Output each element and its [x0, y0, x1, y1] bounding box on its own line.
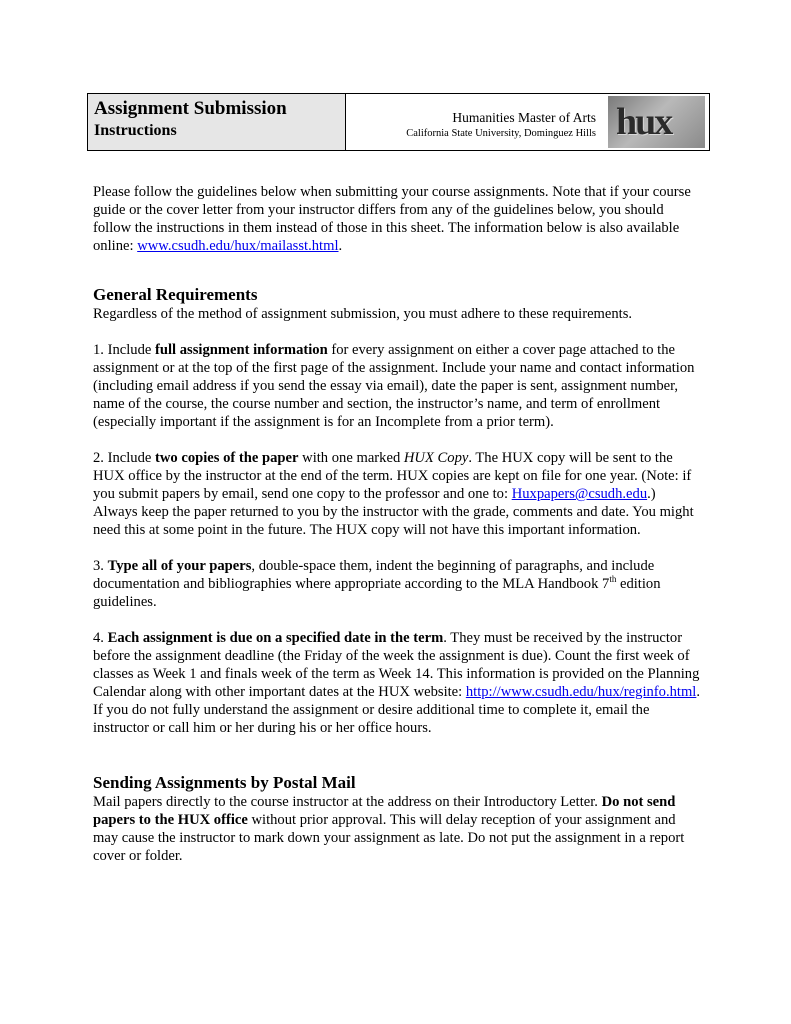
- reginfo-link[interactable]: http://www.csudh.edu/hux/reginfo.html: [465, 684, 697, 700]
- req3-pre: 3.: [93, 558, 108, 574]
- header-program-cell: [346, 94, 608, 150]
- requirement-1: [93, 341, 703, 431]
- req1-pre: 1. Include: [93, 342, 156, 358]
- req2-mid: with one marked: [298, 450, 404, 466]
- postal-bold: Do not send papers to the HUX office: [93, 794, 676, 828]
- postal-mail-heading: Sending Assignments by Postal Mail: [93, 773, 356, 792]
- req2-end: .) Always keep the paper returned to you by the instructor with the grade, comments and date. You might need this at some point in the future. The HUX copy will not have this important information.: [93, 486, 694, 538]
- intro-end: .: [338, 238, 343, 254]
- req1-post: for every assignment on either a cover page attached to the assignment or at the top of the first page of the assignment. Include your name and contact information (including email address if you send the essay via email), date the paper is sent, assignment number, name of the course, the course number and section, the instructor’s name, and term of enrollment (especially important if the assignment is for an Incomplete from a prior term).: [93, 342, 695, 430]
- page-title: Assignment Submission: [94, 98, 287, 119]
- hux-logo-icon: [608, 96, 705, 148]
- huxpapers-email-link[interactable]: Huxpapers@csudh.edu: [511, 486, 648, 502]
- requirement-2: [93, 449, 703, 539]
- req2-italic: HUX Copy: [403, 450, 469, 466]
- logo-text: hux: [616, 101, 672, 143]
- requirement-4: [93, 629, 703, 737]
- intro-text: Please follow the guidelines below when submitting your course assignments. Note that if your course guide or the cover letter from your instructor differs from any of the guidelines below, you should follow the instructions in them instead of those in this sheet. The information below is also available online:: [93, 184, 691, 254]
- page-subtitle: Instructions: [94, 122, 177, 139]
- requirement-3: [93, 557, 703, 611]
- mailasst-link[interactable]: www.csudh.edu/hux/mailasst.html: [137, 238, 339, 254]
- req2-bold: two copies of the paper: [155, 450, 299, 466]
- req3-bold: Type all of your papers: [107, 558, 252, 574]
- program-name: Humanities Master of Arts: [452, 110, 596, 125]
- postal-paragraph: [93, 793, 703, 865]
- req4-pre: 4.: [93, 630, 108, 646]
- general-lead: Regardless of the method of assignment submission, you must adhere to these requirements.: [93, 306, 633, 322]
- req3-sup: th: [609, 574, 617, 585]
- req4-post: . They must be received by the instructor before the assignment deadline (the Friday of the week the assignment is due). Count the first week of classes as Week 1 and finals week of the term as Week 14. This information is provided on the Planning Calendar along with other important dates at the HUX website:: [93, 630, 700, 700]
- university-name: California State University, Dominguez Hills: [406, 128, 596, 139]
- req3-post: , double-space them, indent the beginning of paragraphs, and include documentation and bibliographies where appropriate according to the MLA Handbook 7: [93, 558, 655, 592]
- req1-bold: full assignment information: [155, 342, 328, 358]
- postal-pre: Mail papers directly to the course instructor at the address on their Introductory Letter.: [93, 794, 602, 810]
- req3-end: edition guidelines.: [93, 576, 661, 610]
- req4-end: . If you do not fully understand the assignment or desire additional time to complete it, email the instructor or call him or her during his or her office hours.: [93, 684, 701, 736]
- req2-post: . The HUX copy will be sent to the HUX office by the instructor at the end of the term. HUX copies are kept on file for one year. (Note: if you submit papers by email, send one copy to the professor and one to:: [93, 450, 692, 502]
- intro-paragraph: [93, 183, 703, 255]
- req4-bold: Each assignment is due on a specified date in the term: [107, 630, 444, 646]
- postal-post: without prior approval. This will delay reception of your assignment and may cause the instructor to mark down your assignment as late. Do not put the assignment in a report cover or folder.: [93, 812, 685, 864]
- general-requirements-heading: General Requirements: [93, 285, 258, 304]
- header-box: [87, 93, 710, 151]
- header-title-cell: [88, 94, 346, 150]
- document-body: [93, 183, 703, 865]
- req2-pre: 2. Include: [93, 450, 156, 466]
